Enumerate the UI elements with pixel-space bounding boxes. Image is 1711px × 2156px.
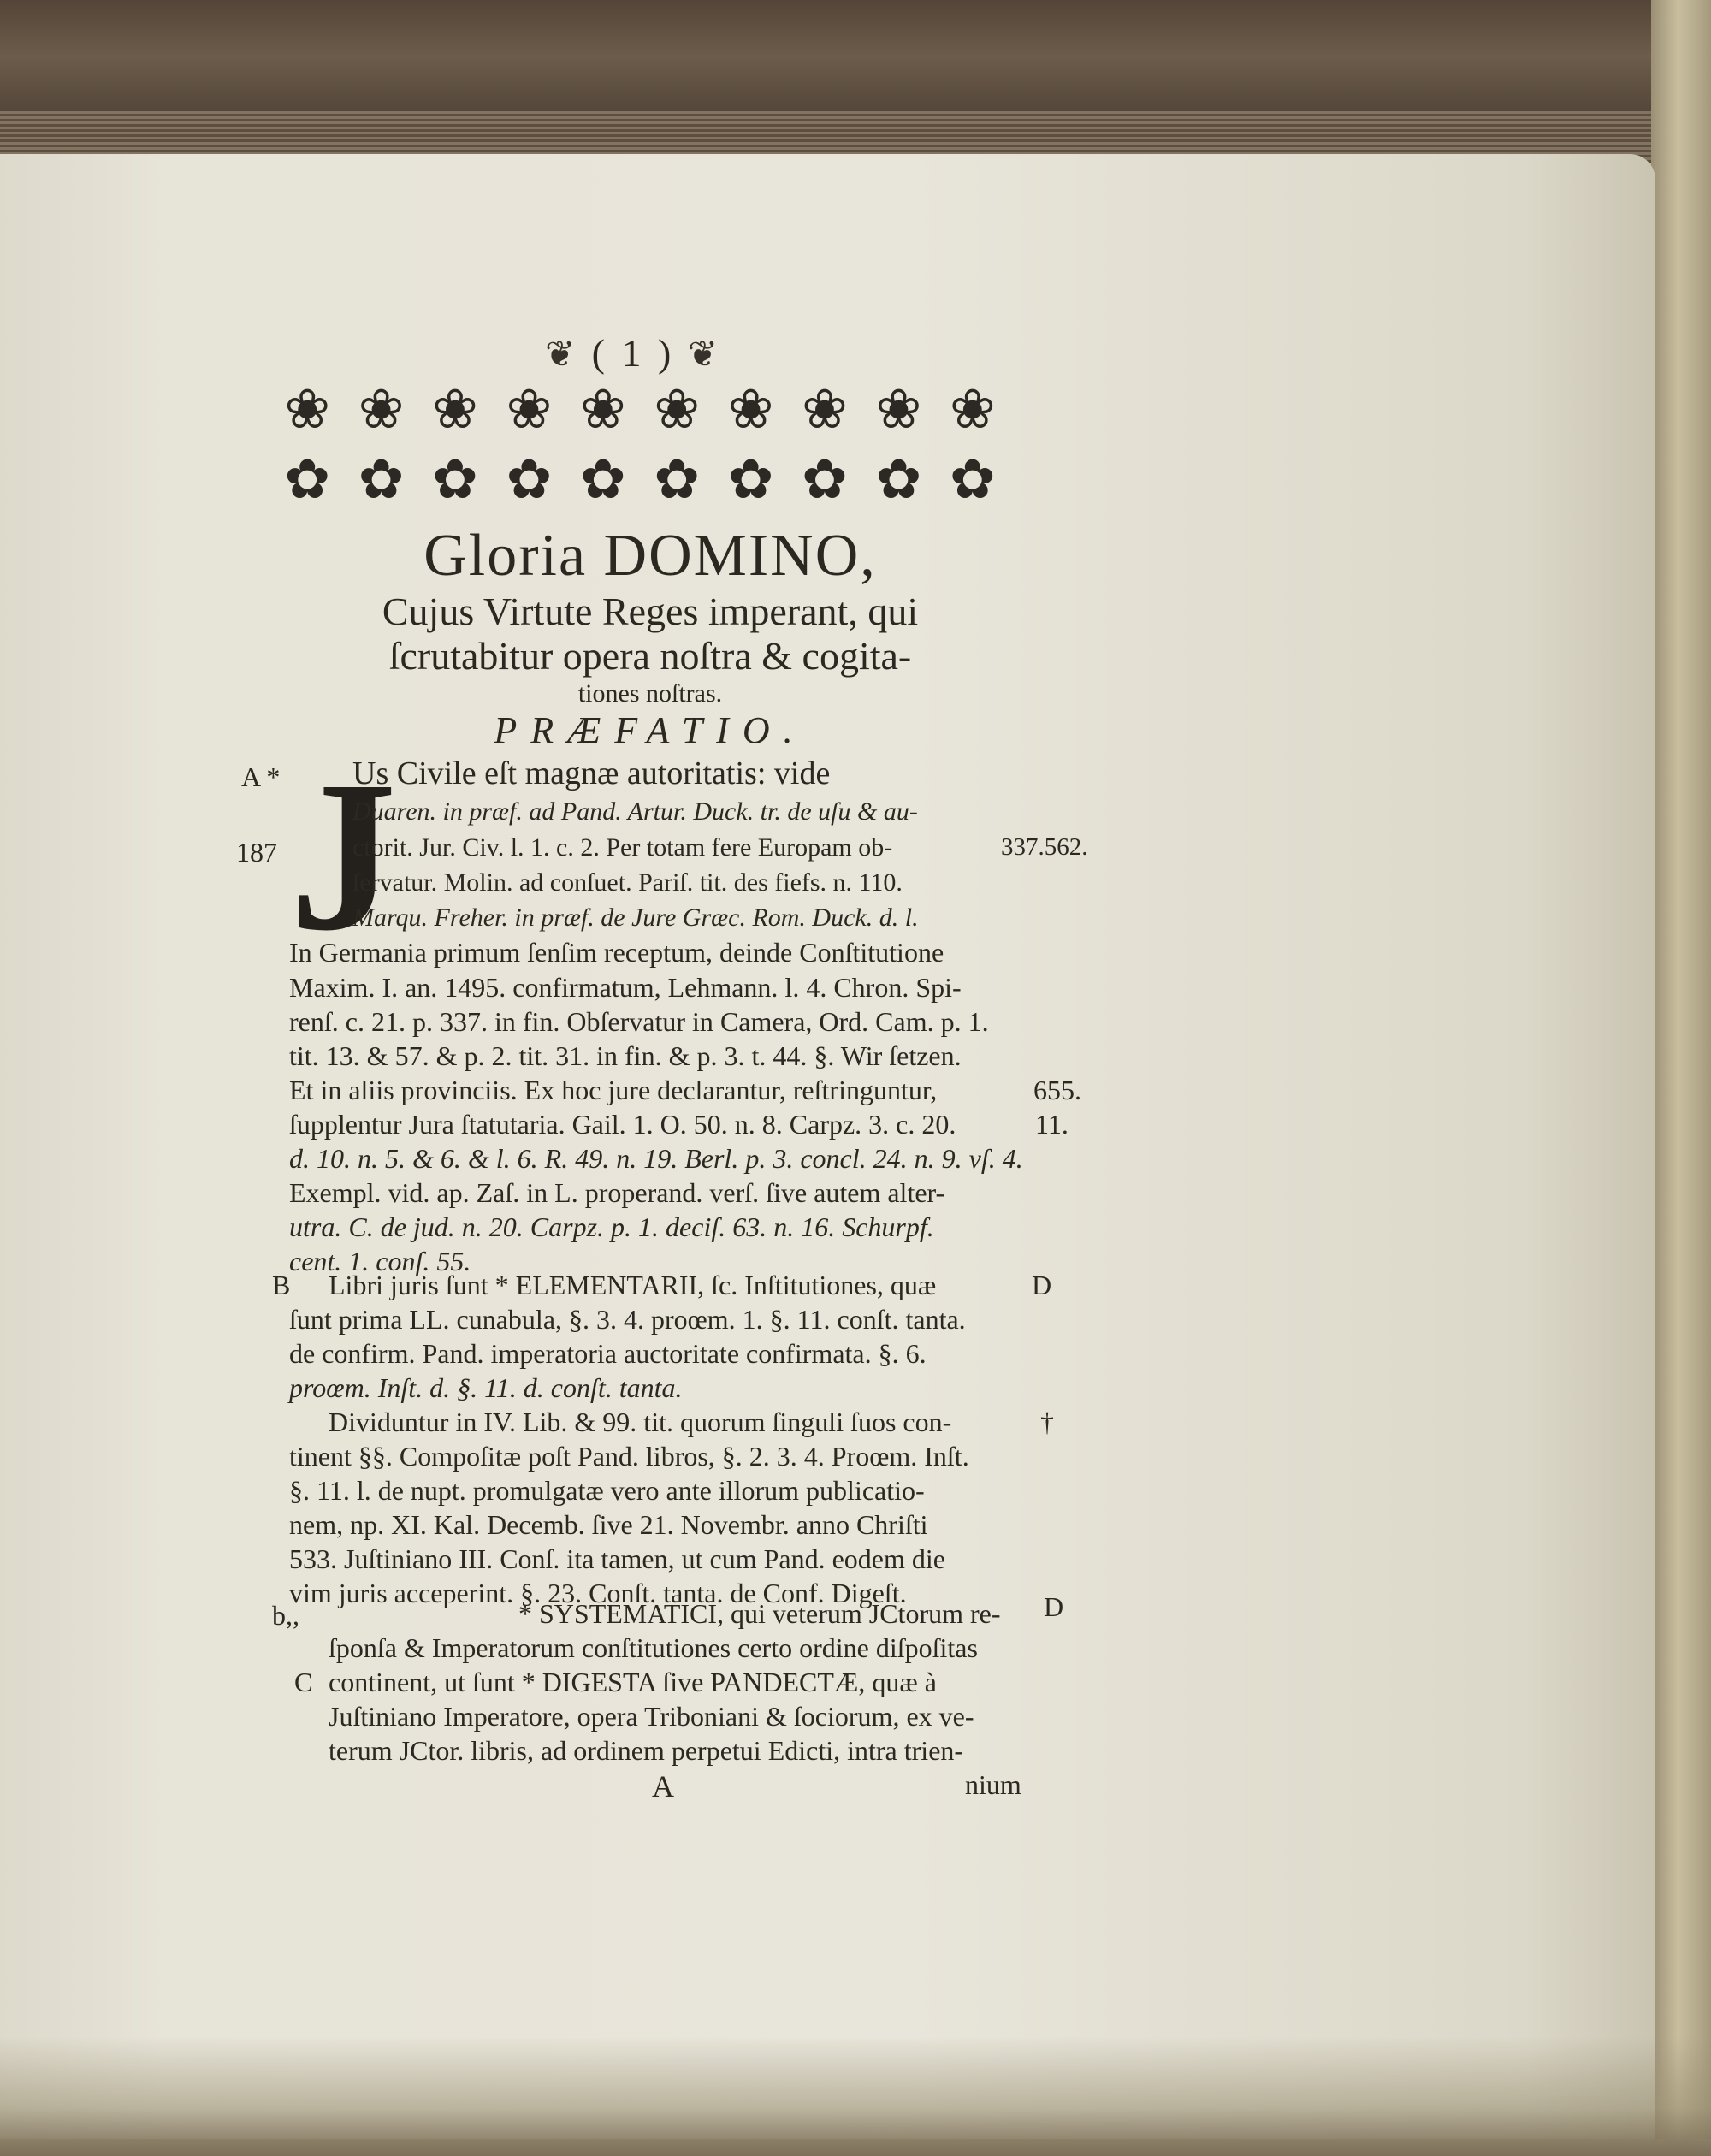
flower-ornament-icon: ❀	[432, 379, 478, 440]
text-line: utra. C. de jud. n. 20. Carpz. p. 1. deciſ. 63. n. 16. Schurpf.	[289, 1211, 934, 1242]
text-line: Marqu. Freher. in præf. de Jure Græc. Rom. Duck. d. l.	[352, 903, 919, 932]
signature-mark: A	[652, 1769, 674, 1804]
leaf-ornament-icon: ✿	[506, 449, 553, 510]
text-line: Et in aliis provinciis. Ex hoc jure declarantur, reſtringuntur,	[289, 1075, 938, 1105]
text-line: nem, np. XI. Kal. Decemb. ſive 21. Novembr. anno Chriſti	[289, 1509, 928, 1540]
text-line: §. 11. l. de nupt. promulgatæ vero ante illorum publicatio-	[289, 1475, 925, 1506]
text-line: tit. 13. & 57. & p. 2. tit. 31. in fin. & p. 3. t. 44. §. Wir ſetzen.	[289, 1040, 962, 1071]
flower-ornament-icon: ❀	[506, 379, 553, 440]
text-line: ſponſa & Imperatorum conſtitutiones certo ordine diſpoſitas	[329, 1632, 978, 1663]
leaf-ornament-icon: ✿	[727, 449, 774, 510]
leaf-ornament-icon: ✿	[802, 449, 848, 510]
leaf-ornament-icon: ✿	[284, 449, 330, 510]
text-line: d. 10. n. 5. & 6. & l. 6. R. 49. n. 19. Berl. p. 3. concl. 24. n. 9. vſ. 4.	[289, 1143, 1023, 1174]
text-line: * SYSTEMATICI, qui veterum JCtorum re-	[518, 1598, 1001, 1629]
text-line: 533. Juſtiniano III. Conſ. ita tamen, ut cum Pand. eodem die	[289, 1543, 945, 1574]
margin-note-right: 11.	[1035, 1109, 1069, 1140]
flower-ornament-icon: ❀	[727, 379, 774, 440]
text-line: ſupplentur Jura ſtatutaria. Gail. 1. O. 50. n. 8. Carpz. 3. c. 20.	[289, 1109, 956, 1140]
flower-ornament-icon: ❀	[802, 379, 848, 440]
headpiece-ornament	[272, 376, 1008, 513]
text-line: de confirm. Pand. imperatoria auctoritate confirmata. §. 6.	[289, 1338, 927, 1369]
text-line: continent, ut ſunt * DIGESTA ſive PANDECTÆ, quæ à	[329, 1667, 937, 1697]
page-number: ❦ ( 1 ) ❦	[544, 331, 722, 375]
margin-note-left: 187	[236, 837, 277, 868]
text-line: cent. 1. conſ. 55.	[289, 1246, 471, 1276]
ornament-right-icon: ❦	[687, 335, 722, 375]
catchword: nium	[965, 1769, 1021, 1800]
flower-ornament-icon: ❀	[579, 379, 626, 440]
ornament-left-icon: ❦	[544, 335, 579, 375]
text-line: terum JCtor. libris, ad ordinem perpetui Edicti, intra trien-	[329, 1735, 964, 1766]
margin-note-right: 337.562.	[1001, 833, 1088, 861]
text-line: proœm. Inſt. d. §. 11. d. conſt. tanta.	[289, 1372, 683, 1403]
flower-ornament-icon: ❀	[949, 379, 996, 440]
leaf-ornament-icon: ✿	[949, 449, 996, 510]
book-cover-edge	[1651, 0, 1711, 2139]
page-bottom-shadow	[0, 2036, 1711, 2156]
margin-note-right: D	[1044, 1591, 1064, 1622]
leaf-ornament-icon: ✿	[432, 449, 478, 510]
flower-ornament-icon: ❀	[284, 379, 330, 440]
text-line: Dividuntur in IV. Lib. & 99. tit. quorum ſinguli ſuos con-	[329, 1407, 952, 1437]
text-line: Libri juris ſunt * ELEMENTARII, ſc. Inſtitutiones, quæ	[329, 1270, 937, 1300]
flower-ornament-icon: ❀	[654, 379, 700, 440]
drop-cap: J	[289, 736, 397, 975]
text-line: Juſtiniano Imperatore, opera Triboniani & ſociorum, ex ve-	[329, 1701, 974, 1732]
text-line: renſ. c. 21. p. 337. in fin. Obſervatur in Camera, Ord. Cam. p. 1.	[289, 1006, 989, 1037]
section-title: PRÆFATIO.	[494, 709, 807, 751]
margin-note-left: A *	[241, 761, 281, 792]
margin-note-right: 655.	[1033, 1075, 1081, 1105]
margin-note-left: b,,	[272, 1600, 299, 1631]
margin-note-right: D	[1032, 1270, 1052, 1300]
dedication-title: Gloria DOMINO,	[423, 523, 877, 589]
text-line: Duaren. in præf. ad Pand. Artur. Duck. tr. de uſu & au-	[352, 797, 918, 826]
text-line: Maxim. I. an. 1495. confirmatum, Lehmann. l. 4. Chron. Spi-	[289, 972, 962, 1003]
text-line: Us Civile eſt magnæ autoritatis: vide	[352, 755, 831, 791]
leaf-ornament-icon: ✿	[875, 449, 922, 510]
text-line: ctorit. Jur. Civ. l. 1. c. 2. Per totam fere Europam ob-	[352, 833, 893, 862]
leaf-ornament-icon: ✿	[358, 449, 405, 510]
flower-ornament-icon: ❀	[358, 379, 405, 440]
leaf-ornament-icon: ✿	[579, 449, 626, 510]
margin-note-right: †	[1040, 1407, 1054, 1437]
dedication-line: Cujus Virtute Reges imperant, qui	[382, 589, 919, 633]
margin-note-left: B	[272, 1270, 291, 1300]
text-line: In Germania primum ſenſim receptum, deinde Conſtitutione	[289, 937, 944, 968]
text-line: vim juris acceperint. §. 23. Conſt. tanta. de Conf. Digeſt.	[289, 1578, 907, 1608]
text-line: Exempl. vid. ap. Zaſ. in L. properand. verſ. ſive autem alter-	[289, 1177, 945, 1208]
dedication-line: tiones noſtras.	[577, 679, 723, 708]
dedication-line: ſcrutabitur opera noſtra & cogita-	[388, 634, 912, 678]
flower-ornament-icon: ❀	[875, 379, 922, 440]
text-line: ſunt prima LL. cunabula, §. 3. 4. proœm. 1. §. 11. conſt. tanta.	[289, 1304, 966, 1335]
text-line: tinent §§. Compoſitæ poſt Pand. libros, §. 2. 3. 4. Proœm. Inſt.	[289, 1441, 969, 1472]
margin-note-left: C	[294, 1667, 313, 1697]
leaf-ornament-icon: ✿	[654, 449, 700, 510]
text-line: ſervatur. Molin. ad conſuet. Pariſ. tit. des fiefs. n. 110.	[352, 868, 903, 897]
